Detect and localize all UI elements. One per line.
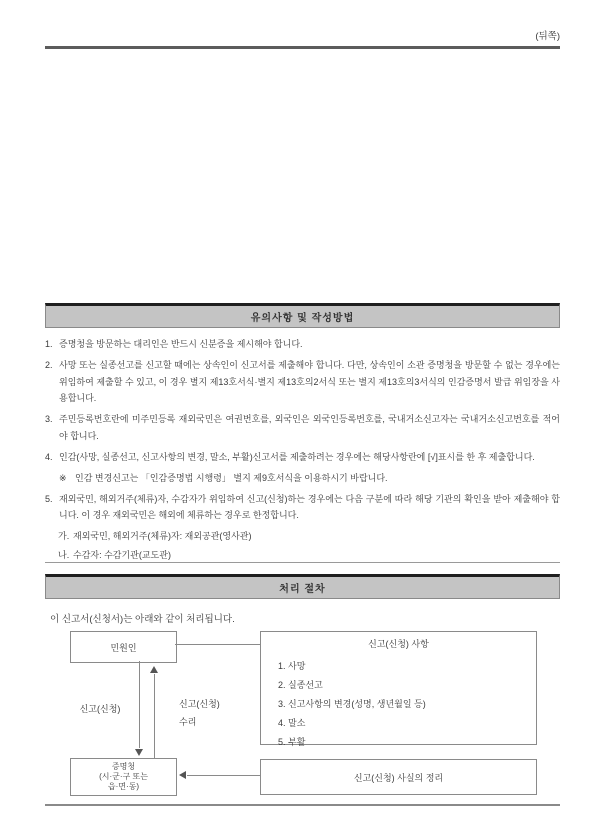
note-item-text: 증명청을 방문하는 대리인은 반드시 신분증을 제시해야 합니다.: [59, 339, 303, 349]
matters-item: 4. 말소: [278, 718, 306, 728]
note-item-text: 사망 또는 실종선고를 신고할 때에는 상속인이 신고서를 제출해야 합니다. 다만, 상속인이 소관 증명청을 방문할 수 없는 경우에는 위임하여 제출할 수 있고, 이 경우 별지 제13호서식·별지 제13호의2서식 또는 별지 제13호의3서식의 인감증명서 발급 위임장을 사용합니다.: [59, 360, 560, 403]
matters-item: 1. 사망: [278, 661, 306, 671]
top-horizontal-rule: [45, 46, 560, 49]
summary-box-label: 신고(신청) 사실의 정리: [353, 772, 444, 783]
flowchart-summary-box: [260, 759, 537, 795]
note-item-4: [45, 449, 560, 466]
note-subitem-ga: [45, 528, 560, 545]
arrow-up-icon: [150, 666, 158, 673]
report-flow-label: 신고(신청): [79, 704, 121, 714]
matters-box-title: 신고(신청) 사항: [368, 639, 429, 649]
matters-item: 2. 실종선고: [278, 680, 323, 690]
matters-item: 5. 부활: [278, 737, 306, 747]
agency-box-line1: 증명청: [111, 762, 136, 771]
note-item-text: 인감 변경신고는 「인감증명법 시행령」 별지 제9호서식을 이용하시기 바랍니다.: [75, 472, 388, 483]
accept-flow-label-line2: 수리: [179, 717, 197, 727]
notes-section-title: 유의사항 및 작성방법: [250, 313, 355, 324]
connector-agency-to-applicant: [154, 674, 155, 758]
note-item-text: 재외국민, 해외거주(체류)자, 수감자가 위임하여 신고(신청)하는 경우에는 다음 구분에 따라 해당 기관의 확인을 받아 제출해야 합니다. 이 경우 재외국민은 해외에 체류하는 경우로 한정합니다.: [59, 493, 560, 520]
bottom-horizontal-rule: [45, 804, 560, 806]
matters-list: [261, 657, 536, 752]
procedure-section-header: [45, 574, 560, 599]
accept-flow-label-line1: 신고(신청): [179, 699, 220, 709]
notes-bottom-rule: [45, 562, 560, 563]
arrow-left-icon: [179, 771, 186, 779]
back-side-label: (뒤쪽): [535, 31, 560, 42]
note-item-text: 인감(사망, 실종선고, 신고사항의 변경, 말소, 부활)신고서를 제출하려는 경우에는 해당사항란에 [√]표시를 한 후 제출합니다.: [59, 451, 535, 462]
procedure-section-title: 처리 절차: [279, 584, 326, 595]
accept-flow-label: [179, 695, 220, 731]
note-subitem-number: 나.: [58, 550, 70, 560]
flowchart-applicant-box: [70, 631, 177, 663]
connector-applicant-to-matters: [175, 644, 260, 645]
procedure-intro-text: 이 신고서(신청서)는 아래와 같이 처리됩니다.: [50, 614, 235, 625]
note-item-number: 3.: [45, 414, 53, 424]
note-item-number: 1.: [45, 339, 53, 349]
note-subitem-text: 재외국민, 해외거주(체류)자: 재외공관(영사관): [73, 531, 252, 541]
note-item-asterisk: [45, 470, 560, 487]
agency-box-line3: 읍·면·동): [107, 782, 140, 791]
agency-box-line2: (시·군·구 또는: [99, 772, 148, 781]
notes-section-header: [45, 303, 560, 328]
note-item-text: 주민등록번호란에 미주민등록 재외국민은 여권번호를, 외국인은 외국인등록번호를, 국내거소신고자는 국내거소신고번호를 적어야 합니다.: [59, 414, 560, 441]
note-item-5: [45, 491, 560, 524]
note-item-3: [45, 411, 560, 444]
arrow-down-icon: [135, 749, 143, 756]
note-item-number: 2.: [45, 360, 53, 370]
note-item-1: [45, 336, 560, 353]
connector-summary-to-agency: [187, 775, 260, 776]
note-item-2: [45, 357, 560, 407]
matters-item: 3. 신고사항의 변경(성명, 생년월일 등): [278, 699, 426, 709]
applicant-box-label: 민원인: [110, 642, 137, 653]
note-subitem-number: 가.: [58, 531, 70, 541]
note-item-number: 4.: [45, 451, 53, 462]
note-subitem-text: 수감자: 수감기관(교도관): [73, 550, 171, 560]
flowchart-agency-box: [70, 758, 177, 796]
note-item-number: 5.: [45, 493, 53, 504]
asterisk-mark: ※: [59, 472, 67, 483]
flowchart-matters-box: [260, 631, 537, 745]
notes-list: [45, 336, 560, 566]
